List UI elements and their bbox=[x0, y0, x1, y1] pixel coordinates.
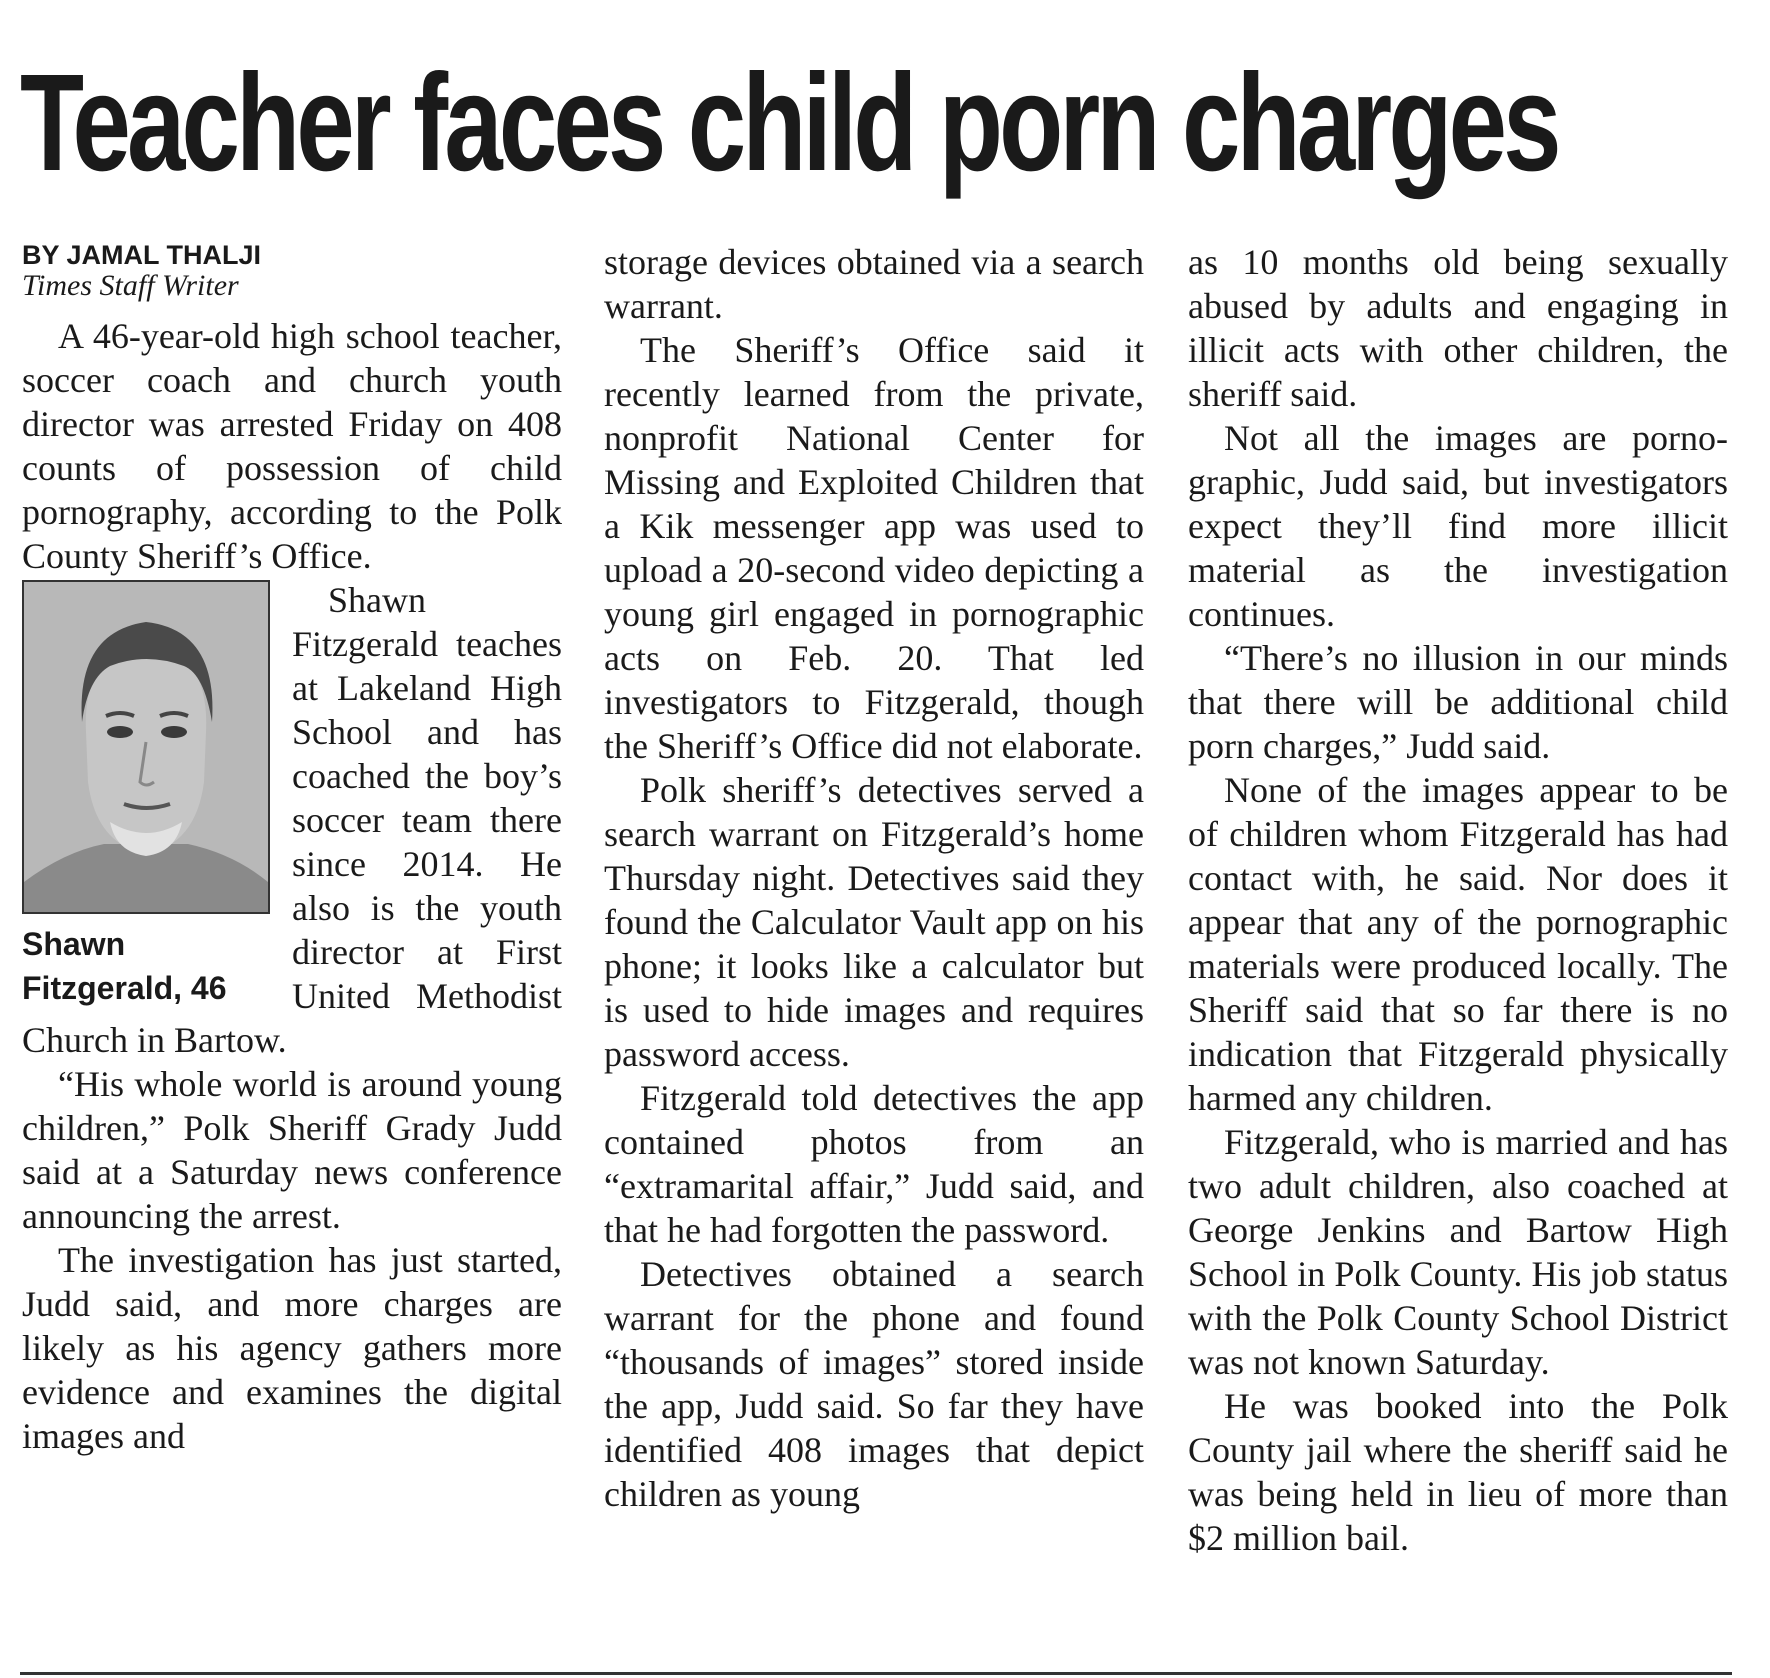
paragraph-9: Not all the images are pornographic, Judd said, but investigators expect they’ll find more illicit material as the investigation continues. bbox=[1188, 418, 1728, 634]
paragraph-1-text: A 46-year-old high school teacher, soccer coach and church youth director was arrested Friday on 408 counts of possession of child pornography, according to the Polk County Sheriff’s Office. bbox=[22, 316, 562, 576]
paragraph-11: None of the images appear to be of children whom Fitzgerald has had contact with, he said. Nor does it appear that any of the pornographic materials were produced locally. The Sheriff said that so far there is no indication that Fitzgerald physically harmed any children. bbox=[1188, 770, 1728, 1118]
paragraph-10: “There’s no illusion in our minds that there will be additional child porn charges,” Judd said. bbox=[1188, 638, 1728, 766]
paragraph-8: Detectives obtained a search warrant for the phone and found “thousands of images” stored inside the app, Judd said. So far they have identified 408 images that depict children as young bbox=[604, 1254, 1144, 1514]
paragraph-4: The investigation has just started, Judd said, and more charges are likely as his agency gathers more evidence and examines the digital images and bbox=[22, 1240, 562, 1456]
photo-caption bbox=[22, 922, 292, 1010]
caption-line-2: Fitzgerald, 46 bbox=[22, 970, 227, 1006]
bottom-rule bbox=[20, 1672, 1732, 1675]
byline: BY JAMAL THALJI bbox=[22, 240, 262, 270]
paragraph-13: He was booked into the Polk County jail where the sheriff said he was being held in lieu of more than $2 million bail. bbox=[1188, 1386, 1728, 1558]
paragraph-7: Fitzgerald told detectives the app contained photos from an “extramarital affair,” Judd said, and that he had forgotten the password. bbox=[604, 1078, 1144, 1250]
mugshot-illustration bbox=[24, 582, 268, 912]
paragraph-continued-2: as 10 months old being sexually abused by adults and engaging in illicit acts with other children, the sheriff said. bbox=[1188, 242, 1728, 414]
photo-box bbox=[0, 580, 292, 1010]
headline: Teacher faces child porn charges bbox=[20, 46, 1558, 200]
paragraph-1 bbox=[22, 314, 562, 578]
column-2 bbox=[604, 240, 1144, 1516]
paragraph-6: Polk sheriff’s detectives served a search warrant on Fitzgerald’s home Thursday night. Detectives said they found the Calculator Vault app on his phone; it looks like a calculator but is used to hide images and requires password access. bbox=[604, 770, 1144, 1074]
staff-writer-label: Times Staff Writer bbox=[22, 269, 239, 302]
column-1 bbox=[22, 240, 562, 1458]
paragraph-2: Shawn Fitzgerald teaches at Lakeland High School and has coached the boy’s soccer team there since 2014. He also is the youth director at First United Methodist Church in Bartow. bbox=[22, 580, 562, 1060]
paragraph-continued: storage devices obtained via a search warrant. bbox=[604, 242, 1144, 326]
paragraph-3: “His whole world is around young children,” Polk Sheriff Grady Judd said at a Saturday news conference announcing the arrest. bbox=[22, 1064, 562, 1236]
paragraph-5: The Sheriff’s Office said it recently learned from the private, nonprofit National Center for Missing and Exploited Children that a Kik messenger app was used to upload a 20-second video depicting a young girl engaged in pornographic acts on Feb. 20. That led investigators to Fitzgerald, though the Sheriff’s Office did not elaborate. bbox=[604, 330, 1144, 766]
paragraph-12: Fitzgerald, who is married and has two adult children, also coached at George Jenkins and Bartow High School in Polk County. His job status with the Polk County School District was not known Saturday. bbox=[1188, 1122, 1728, 1382]
caption-line-1: Shawn bbox=[22, 926, 126, 962]
mugshot-photo bbox=[22, 580, 270, 914]
column-3 bbox=[1188, 240, 1728, 1560]
